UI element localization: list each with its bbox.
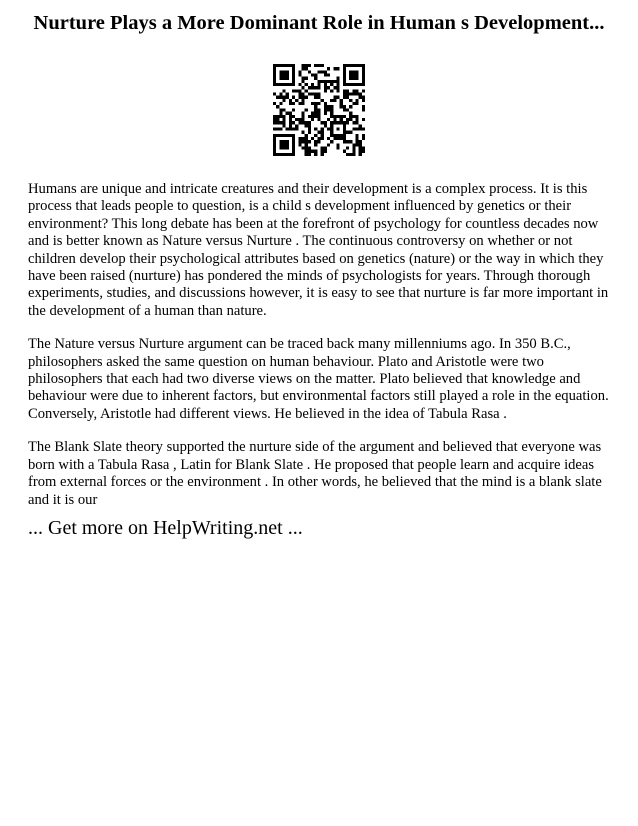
get-more-link[interactable]: ... Get more on HelpWriting.net ...	[28, 517, 303, 539]
paragraph-3: The Blank Slate theory supported the nurture side of the argument and believed that everyone was born with a Tabula Rasa , Latin for Blank Slate . He proposed that people learn and acquire ideas from external forces or the environment . In other words, he believed that the mind is a blank slate and it is our	[28, 439, 602, 508]
qr-code-icon	[273, 64, 365, 156]
article-body	[28, 181, 610, 525]
paragraph-2: The Nature versus Nurture argument can be traced back many millenniums ago. In 350 B.C., philosophers asked the same question on human behaviour. Plato and Aristotle were two philosophers that each had two diverse views on the matter. Plato believed that knowledge and behaviour were due to inherent factors, but environmental factors still played a role in the equation. Conversely, Aristotle had different views. He believed in the idea of Tabula Rasa .	[28, 336, 609, 422]
paragraph-1: Humans are unique and intricate creatures and their development is a complex process. It is this process that leads people to question, is a child s development influenced by genetics or their environment? This long debate has been at the forefront of psychology for countless decades now and is better known as Nature versus Nurture . The continuous controversy on whether or not children develop their psychological attributes based on genetics (nature) or the way in which they have been raised (nurture) has pondered the minds of psychologists for years. Through thorough experiments, studies, and discussions however, it is easy to see that nurture is far more important in the development of a human than nature.	[28, 181, 609, 319]
page-title: Nurture Plays a More Dominant Role in Human s Development...	[33, 12, 605, 34]
